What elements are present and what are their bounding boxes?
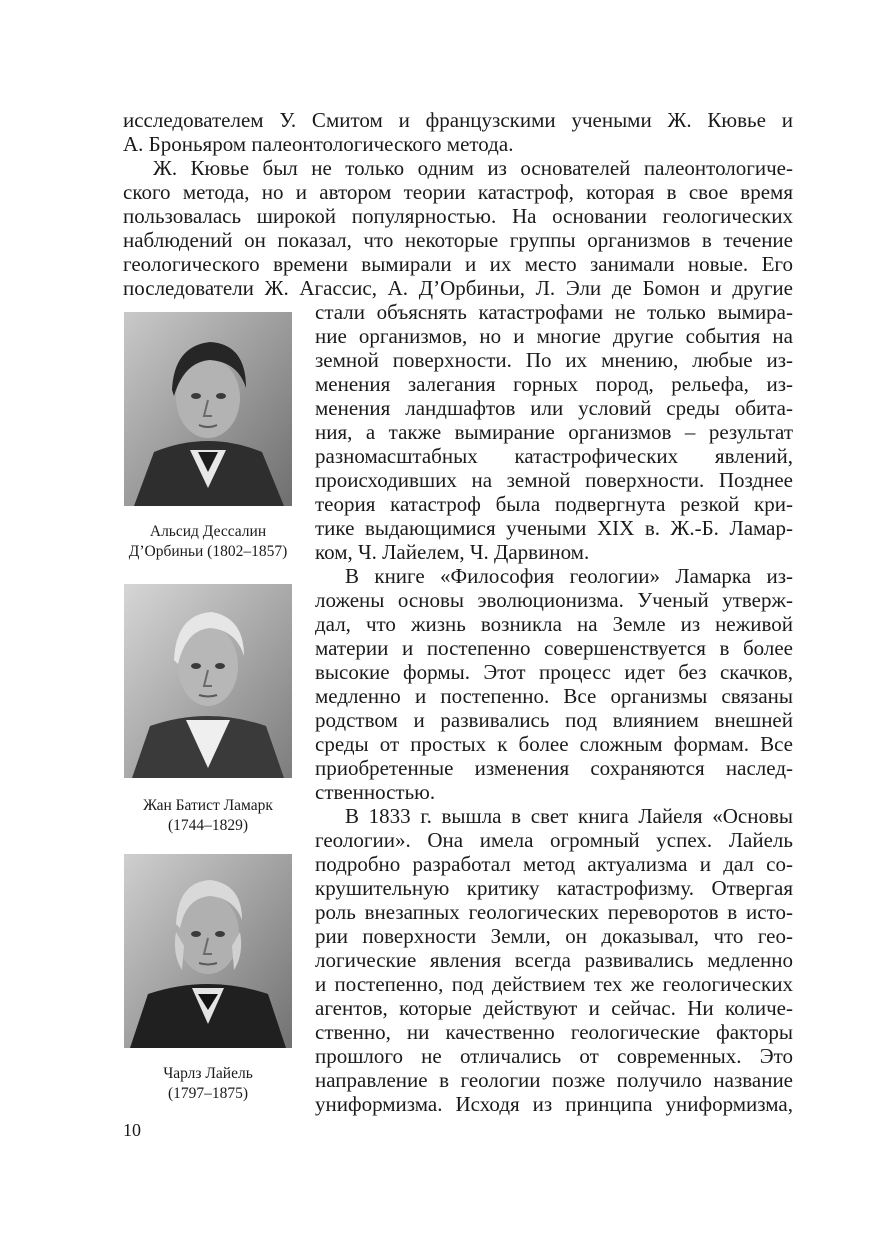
text-line: родством и развивались под влиянием внешней [315, 708, 793, 732]
text-line: подробно разработал метод актуализма и дал со- [315, 852, 793, 876]
page-number: 10 [123, 1120, 141, 1140]
text-line: ния, а также вымирание организмов – результат [315, 420, 793, 444]
text-line: ственностью. [315, 780, 436, 804]
text-line: медленно и постепенно. Все организмы связаны [315, 684, 793, 708]
text-line: исследователем У. Смитом и французскими учеными Ж. Кювье и [123, 108, 793, 132]
caption-line: Жан Батист Ламарк [143, 797, 273, 814]
portrait-lamarck [124, 584, 292, 778]
caption-line: (1797–1875) [167, 1085, 249, 1102]
text-line: рии поверхности Земли, он доказывал, что гео- [315, 924, 793, 948]
caption-line: (1744–1829) [167, 817, 249, 834]
text-line: приобретенные изменения сохраняются наслед- [315, 756, 793, 780]
text-line: геологии». Она имела огромный успех. Лайель [315, 828, 793, 852]
text-line: земной поверхности. По их мнению, любые из- [315, 348, 793, 372]
text-line: логические явления всегда развивались медленно [315, 948, 793, 972]
text-line: разномасштабных катастрофических явлений, [315, 444, 793, 468]
text-line: А. Броньяром палеонтологического метода. [123, 132, 514, 156]
text-line: высокие формы. Этот процесс идет без скачков, [315, 660, 793, 684]
text-line: дал, что жизнь возникла на Земле из неживой [315, 612, 793, 636]
text-line: менения ландшафтов или условий среды обита- [315, 396, 793, 420]
caption-line: Д’Орбиньи (1802–1857) [128, 543, 288, 560]
text-line: тике выдающимися учеными XIX в. Ж.-Б. Ламар- [315, 516, 793, 540]
text-line: прошлого не отличались от современных. Это [315, 1044, 793, 1068]
text-line: происходивших на земной поверхности. Позднее [315, 468, 793, 492]
text-line: ком, Ч. Лайелем, Ч. Дарвином. [315, 540, 590, 564]
text-line: материи и постепенно совершенствуется в более [315, 636, 793, 660]
text-line: ложены основы эволюционизма. Ученый утверж- [315, 588, 793, 612]
text-line: геологического времени вымирали и их место занимали новые. Его [123, 252, 793, 276]
caption-line: Альсид Дессалин [149, 523, 267, 540]
text-line: последователи Ж. Агассис, А. Д’Орбиньи, Л. Эли де Бомон и другие [123, 276, 793, 300]
text-line: пользовалась широкой популярностью. На основании геологических [123, 204, 793, 228]
text-line: наблюдений он показал, что некоторые группы организмов в течение [123, 228, 793, 252]
text-line: В 1833 г. вышла в свет книга Лайеля «Основы [345, 804, 793, 828]
text-line: менения залегания горных пород, рельефа, из- [315, 372, 793, 396]
text-line: направление в геологии позже получило название [315, 1068, 793, 1092]
text-line: ственно, ни качественно геологические факторы [315, 1020, 793, 1044]
caption-lyell [110, 1064, 306, 1104]
caption-line: Чарлз Лайель [163, 1065, 253, 1082]
text-line: Ж. Кювье был не только одним из основателей палеонтологиче- [153, 156, 793, 180]
text-line: среды от простых к более сложным формам. Все [315, 732, 793, 756]
text-line: роль внезапных геологических переворотов в исто- [315, 900, 793, 924]
text-line: ние организмов, но и многие другие события на [315, 324, 793, 348]
portrait-dorbigny [124, 312, 292, 506]
text-line: агентов, которые действуют и сейчас. Ни количе- [315, 996, 793, 1020]
text-line: стали объяснять катастрофами не только вымира- [315, 300, 793, 324]
caption-dorbigny [110, 522, 306, 562]
text-line: теория катастроф была подвергнута резкой кри- [315, 492, 793, 516]
text-line: В книге «Философия геологии» Ламарка из- [345, 564, 793, 588]
portrait-lyell [124, 854, 292, 1048]
caption-lamarck [110, 796, 306, 836]
text-line: крушительную критику катастрофизму. Отвергая [315, 876, 793, 900]
text-line: и постепенно, под действием тех же геологических [315, 972, 793, 996]
text-line: униформизма. Исходя из принципа униформизма, [315, 1092, 793, 1116]
text-line: ского метода, но и автором теории катастроф, которая в свое время [123, 180, 793, 204]
